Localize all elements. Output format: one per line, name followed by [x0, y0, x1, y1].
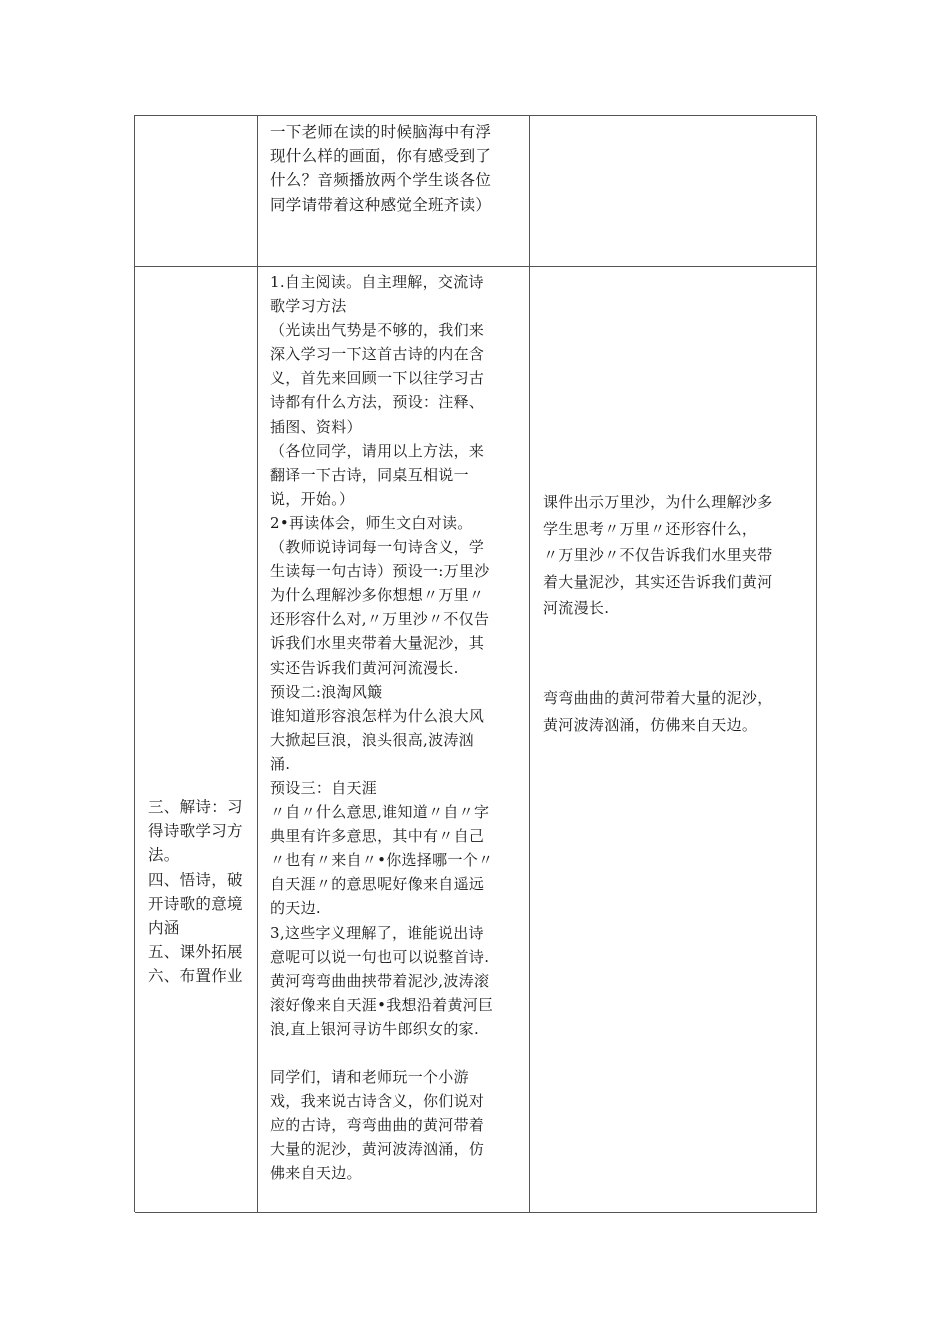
text-line: 黄河波涛汹涌，仿佛来自天边。: [543, 715, 758, 734]
text-line: 义，首先来回顾一下以往学习古: [270, 369, 485, 388]
text-line: 预设三：自天涯: [270, 778, 378, 797]
text-line: （各位同学，请用以上方法，来: [270, 441, 485, 460]
text-line: 自天涯〃的意思呢好像来自遥远: [270, 875, 485, 894]
text-line: 应的古诗，弯弯曲曲的黄河带着: [270, 1116, 485, 1135]
stage-line: 四、悟诗，破: [148, 870, 243, 889]
process-text: [270, 270, 493, 1185]
text-line: 翻译一下古诗，同桌互相说一: [270, 465, 469, 484]
text-line: 佛来自天边。: [270, 1164, 362, 1183]
text-line: 谁知道形容浪怎样为什么浪大风: [270, 706, 485, 725]
text-line: 〃自〃什么意思,谁知道〃自〃字: [270, 803, 490, 822]
text-line: 黄河弯弯曲曲挟带着泥沙,波涛滚: [270, 971, 490, 990]
text-line: 浪,直上银河寻访牛郎织女的家.: [270, 1019, 480, 1038]
text-line: （光读出气势是不够的，我们来: [270, 321, 485, 340]
text-line: 诉我们水里夹带着大量泥沙，其: [270, 634, 485, 653]
text-line: 学生思考〃万里〃还形容什么，: [543, 519, 758, 538]
text-line: 说，开始。）: [270, 489, 355, 508]
text-line: 弯弯曲曲的黄河带着大量的泥沙，: [543, 689, 773, 707]
text-line: 一下老师在读的时候脑海中有浮: [270, 123, 492, 141]
text-line: 诗都有什么方法，预设：注释、: [270, 393, 485, 412]
notes-block-2: [543, 685, 773, 738]
row1-stage-cell: [135, 116, 258, 267]
text-line: 戏，我来说古诗含义，你们说对: [270, 1092, 485, 1111]
text-line: 典里有许多意思，其中有〃自己: [270, 827, 485, 846]
row2-process-cell: [258, 267, 530, 1213]
notes-block-1: [543, 489, 773, 622]
text-line: 着大量泥沙，其实还告诉我们黄河: [543, 572, 773, 591]
text-line: 3,这些字义理解了，谁能说出诗: [270, 923, 484, 942]
text-line: 歌学习方法: [270, 297, 347, 316]
text-line: 同学请带着这种感觉全班齐读）: [270, 195, 492, 214]
lesson-plan-table: [134, 115, 816, 1212]
text-line: 涌.: [270, 754, 291, 773]
row2-notes-cell: [530, 267, 817, 1213]
text-line: 预设二:浪淘风簸: [270, 682, 383, 701]
text-line: 1.自主阅读。自主理解，交流诗: [270, 273, 484, 291]
stage-line: 六、布置作业: [148, 967, 243, 986]
stage-line: 三、解诗：习: [148, 798, 243, 816]
row1-notes-cell: [530, 116, 817, 267]
text-line: 2•再读体会，师生文白对读。: [270, 513, 473, 532]
text-line: 〃万里沙〃不仅告诉我们水里夹带: [543, 546, 773, 564]
stage-line: 五、课外拓展: [148, 943, 243, 962]
stage-list: [148, 795, 243, 989]
text-line: 大量的泥沙，黄河波涛汹涌，仿: [270, 1140, 485, 1159]
text-line: 课件出示万里沙，为什么理解沙多: [543, 493, 773, 511]
text-line: 意呢可以说一句也可以说整首诗.: [270, 947, 490, 966]
row2-stage-cell: [135, 267, 258, 1213]
text-line: 滚好像来自天涯•我想沿着黄河巨: [270, 995, 494, 1014]
stage-line: 开诗歌的意境: [148, 894, 243, 913]
row1-process-text: [270, 120, 491, 217]
stage-line: 内涵: [148, 919, 180, 938]
text-line: 河流漫长.: [543, 599, 610, 617]
text-line: 现什么样的画面，你有感受到了: [270, 147, 492, 166]
text-line: 插图、资料）: [270, 417, 362, 436]
paragraph-gap: [270, 1041, 493, 1065]
stage-line: 法。: [148, 846, 180, 865]
text-line: （教师说诗词每一句诗含义，学: [270, 538, 485, 557]
text-line: 大掀起巨浪，浪头很高,波涛汹: [270, 730, 474, 749]
text-line: 为什么理解沙多你想想〃万里〃: [270, 586, 485, 605]
text-line: 实还告诉我们黄河河流漫长.: [270, 658, 459, 677]
text-line: 〃也有〃来自〃•你选择哪一个〃: [270, 851, 494, 870]
text-line: 同学们，请和老师玩一个小游: [270, 1068, 469, 1086]
row1-process-cell: [258, 116, 530, 267]
text-line: 深入学习一下这首古诗的内在含: [270, 345, 485, 364]
text-line: 的天边.: [270, 899, 321, 918]
stage-line: 得诗歌学习方: [148, 822, 243, 841]
text-line: 什么？音频播放两个学生谈各位: [270, 171, 492, 190]
text-line: 生读每一句古诗）预设一:万里沙: [270, 562, 490, 581]
text-line: 还形容什么对,〃万里沙〃不仅告: [270, 610, 490, 629]
